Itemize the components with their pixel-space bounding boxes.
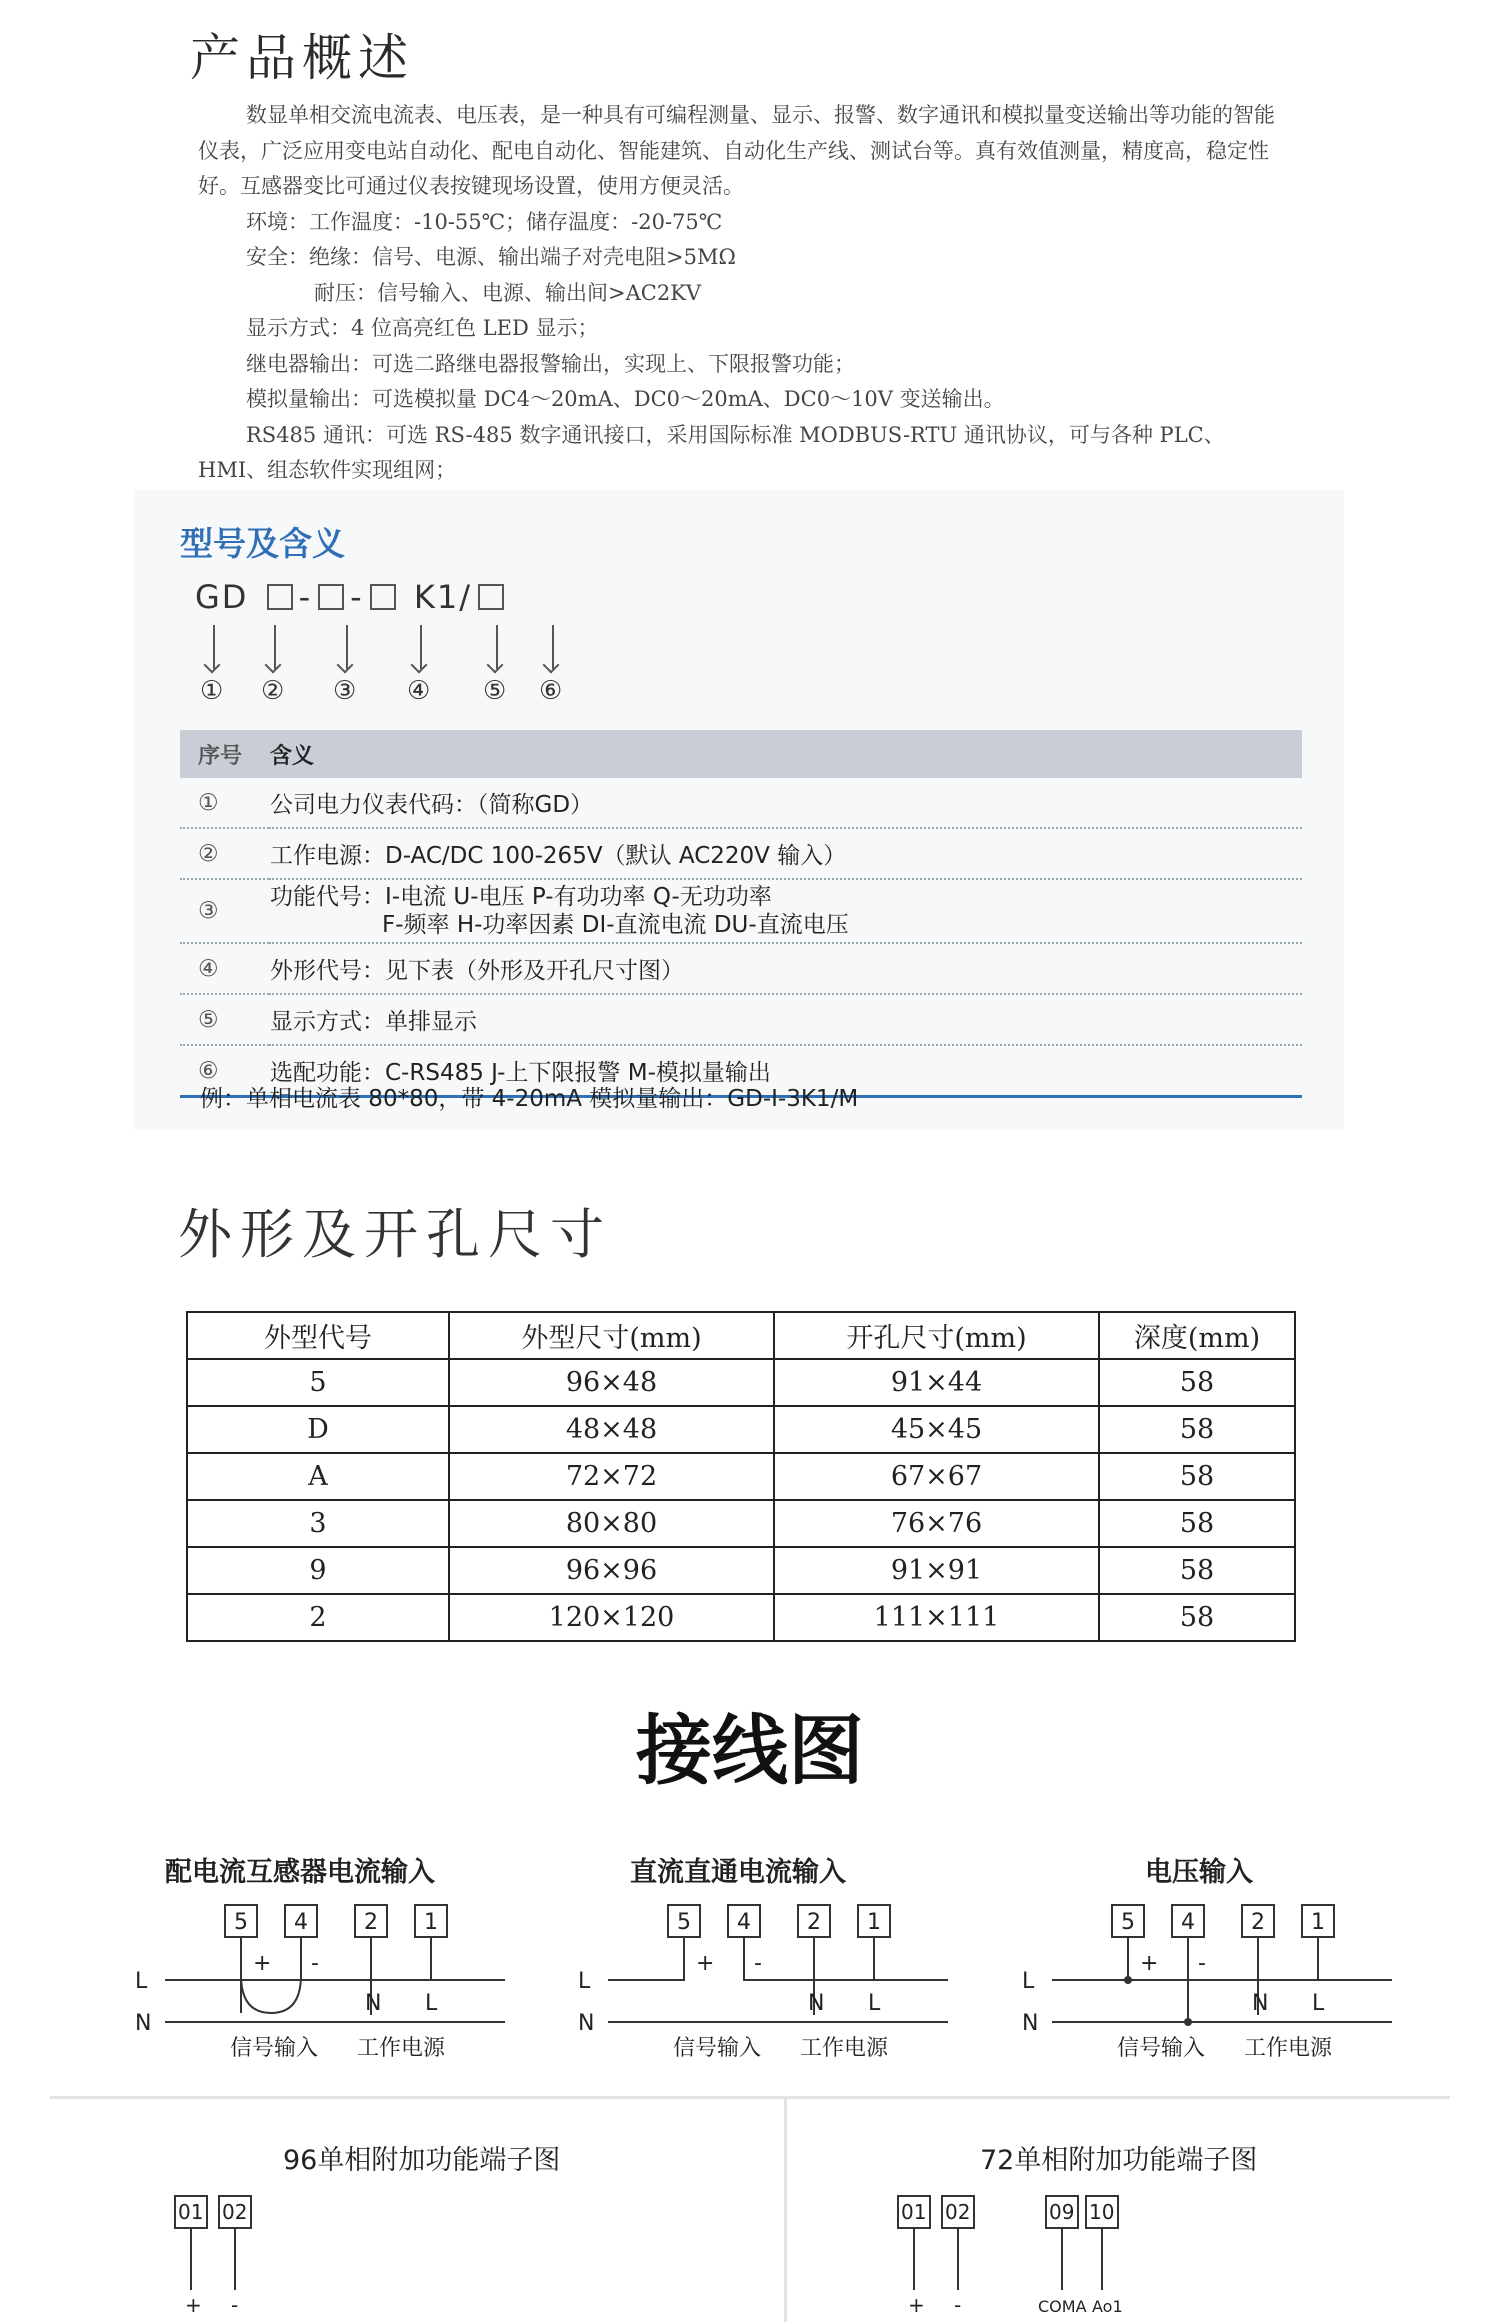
cell: D (187, 1406, 449, 1453)
terminal-sign: + (185, 2293, 202, 2317)
overview-relay: 继电器输出：可选二路继电器报警输出，实现上、下限报警功能； (246, 351, 855, 376)
header-cell: 外型代号 (187, 1312, 449, 1359)
cell: 58 (1099, 1359, 1295, 1406)
line-label-L: L (578, 1969, 591, 1994)
cell: 91×91 (774, 1547, 1099, 1594)
cell: 58 (1099, 1453, 1295, 1500)
cell: 5 (187, 1359, 449, 1406)
header-seq: 序号 (180, 730, 269, 778)
row-index: ④ (180, 943, 269, 994)
code-index: ③ (333, 676, 357, 706)
arrow-down-icon (496, 625, 498, 669)
cell: 80×80 (449, 1500, 774, 1547)
terminal-L: L (1312, 1991, 1325, 2016)
terminal-sign: COMA (1038, 2297, 1087, 2316)
header-meaning: 含义 (269, 730, 1302, 778)
terminal-L: L (868, 1991, 881, 2016)
aux96-title: 96单相附加功能端子图 (283, 2145, 561, 2176)
cell: 96×48 (449, 1359, 774, 1406)
row-text (269, 879, 1302, 943)
terminal-sign: Ao1 (1092, 2297, 1123, 2316)
row-index: ⑥ (180, 1045, 269, 1097)
model-code (195, 578, 510, 616)
terminal-L: L (425, 1991, 438, 2016)
terminal-N: N (365, 1991, 382, 2016)
wiring-diagram-title: 配电流互感器电流输入 (165, 1857, 435, 1888)
overview-title: 产品概述 (190, 29, 414, 87)
cell: 76×76 (774, 1500, 1099, 1547)
header-cell: 外型尺寸(mm) (449, 1312, 774, 1359)
wiring-diagram-title: 电压输入 (1145, 1857, 1253, 1888)
line-label-N: N (135, 2011, 152, 2036)
overview-env: 环境：工作温度：-10-55℃；储存温度：-20-75℃ (246, 209, 723, 234)
row-index: ② (180, 828, 269, 879)
line-label-L: L (1022, 1969, 1035, 1994)
dimensions-table (186, 1311, 1296, 1642)
terminal-label: 01 (901, 2200, 927, 2224)
cell: 58 (1099, 1594, 1295, 1641)
terminal-N: N (808, 1991, 825, 2016)
cell: 111×111 (774, 1594, 1099, 1641)
terminal-label: 02 (222, 2200, 248, 2224)
terminal-label: 10 (1089, 2200, 1115, 2224)
header-cell: 开孔尺寸(mm) (774, 1312, 1099, 1359)
terminal-label: 5 (677, 1910, 691, 1935)
table-row (180, 778, 1302, 828)
cell: 58 (1099, 1406, 1295, 1453)
code-index: ⑥ (539, 676, 563, 706)
arrow-down-icon (346, 625, 348, 669)
row-index: ③ (180, 879, 269, 943)
terminal-sign: - (231, 2293, 239, 2317)
code-box (318, 584, 344, 610)
terminal-label: 4 (737, 1910, 751, 1935)
row-index: ⑤ (180, 994, 269, 1045)
table-row (180, 879, 1302, 943)
aux72-terminal-diagram (888, 2190, 1148, 2320)
terminal-label: 5 (1121, 1910, 1135, 1935)
overview-withstand: 耐压：信号输入、电源、输出间>AC2KV (314, 280, 702, 305)
cell: 9 (187, 1547, 449, 1594)
code-box (478, 584, 504, 610)
cell: 120×120 (449, 1594, 774, 1641)
terminal-label: 2 (807, 1910, 821, 1935)
cell: 3 (187, 1500, 449, 1547)
row-text: 外形代号：见下表（外形及开孔尺寸图） (269, 943, 1302, 994)
terminal-label: 1 (424, 1910, 438, 1935)
table-row (180, 994, 1302, 1045)
signal-input-label: 信号输入 (230, 2036, 319, 2061)
table-row (187, 1547, 1295, 1594)
cell: 48×48 (449, 1406, 774, 1453)
row-text: 公司电力仪表代码：（简称GD） (269, 778, 1302, 828)
terminal-label: 02 (945, 2200, 971, 2224)
cell: 58 (1099, 1547, 1295, 1594)
terminal-label: 1 (867, 1910, 881, 1935)
plus-sign: + (1140, 1951, 1159, 1976)
cell: 58 (1099, 1500, 1295, 1547)
terminal-label: 4 (1181, 1910, 1195, 1935)
overview-display: 显示方式：4 位高亮红色 LED 显示； (246, 316, 599, 340)
cell: 72×72 (449, 1453, 774, 1500)
terminal-label: 2 (364, 1910, 378, 1935)
table-row (187, 1500, 1295, 1547)
cell: 2 (187, 1594, 449, 1641)
cell: 96×96 (449, 1547, 774, 1594)
terminal-label: 4 (294, 1910, 308, 1935)
line-label-N: N (578, 2011, 595, 2036)
table-row (187, 1594, 1295, 1641)
wiring-diagram-title: 直流直通电流输入 (630, 1857, 846, 1888)
plus-sign: + (253, 1951, 272, 1976)
code-dash: - (350, 578, 364, 616)
arrow-down-icon (420, 625, 422, 669)
line-label-L: L (135, 1969, 148, 1994)
row-text: 显示方式：单排显示 (269, 994, 1302, 1045)
overview-text (198, 98, 1283, 489)
table-row (187, 1453, 1295, 1500)
minus-sign: - (1198, 1951, 1206, 1976)
table-row (187, 1359, 1295, 1406)
dimensions-title: 外形及开孔尺寸 (178, 1203, 612, 1266)
dc-current-wiring-diagram (568, 1895, 968, 2065)
section-divider (784, 2096, 787, 2322)
code-index: ① (200, 676, 224, 706)
wiring-title: 接线图 (636, 1706, 864, 1795)
power-label: 工作电源 (800, 2036, 889, 2061)
cell: 91×44 (774, 1359, 1099, 1406)
ct-current-wiring-diagram (125, 1895, 525, 2065)
row-text: 工作电源：D-AC/DC 100-265V（默认 AC220V 输入） (269, 828, 1302, 879)
cell: A (187, 1453, 449, 1500)
section-divider (50, 2096, 1450, 2099)
table-row (180, 828, 1302, 879)
overview-analog: 模拟量输出：可选模拟量 DC4～20mA、DC0～20mA、DC0～10V 变送输出。 (246, 387, 1005, 411)
voltage-wiring-diagram (1012, 1895, 1412, 2065)
terminal-label: 01 (178, 2200, 204, 2224)
model-table (180, 730, 1302, 1098)
model-suffix: K1/ (413, 578, 472, 616)
arrow-down-icon (274, 625, 276, 669)
code-index: ⑤ (483, 676, 507, 706)
code-index: ④ (407, 676, 431, 706)
dimensions-header (187, 1312, 1295, 1359)
code-dash: - (298, 578, 313, 616)
code-index: ② (261, 676, 285, 706)
plus-sign: + (696, 1951, 715, 1976)
code-box (370, 584, 396, 610)
row-index: ① (180, 778, 269, 828)
table-row (187, 1406, 1295, 1453)
aux96-terminal-diagram (165, 2190, 285, 2320)
overview-rs485: RS485 通讯：可选 RS-485 数字通讯接口，采用国际标准 MODBUS-RTU 通讯协议，可与各种 PLC、HMI、组态软件实现组网； (198, 422, 1225, 482)
model-table-header (180, 730, 1302, 778)
terminal-sign: + (908, 2293, 925, 2317)
terminal-label: 1 (1311, 1910, 1325, 1935)
row-text-line1: 功能代号：I-电流 U-电压 P-有功功率 Q-无功功率 (270, 884, 772, 910)
signal-input-label: 信号输入 (1117, 2036, 1206, 2061)
cell: 67×67 (774, 1453, 1099, 1500)
arrow-down-icon (552, 625, 554, 669)
minus-sign: - (311, 1951, 319, 1976)
line-label-N: N (1022, 2011, 1039, 2036)
overview-paragraph: 数显单相交流电流表、电压表，是一种具有可编程测量、显示、报警、数字通讯和模拟量变送输出等功能的智能仪表，广泛应用变电站自动化、配电自动化、智能建筑、自动化生产线、测试台等。真有效值测量，精度高，稳定性好。互感器变比可通过仪表按键现场设置，使用方便灵活。 (198, 103, 1275, 198)
cell: 45×45 (774, 1406, 1099, 1453)
terminal-sign: - (954, 2293, 962, 2317)
row-text-line2: F-频率 H-功率因素 DI-直流电流 DU-直流电压 (382, 912, 849, 938)
model-example: 例：单相电流表 80*80，带 4-20mA 模拟量输出：GD-I-3K1/M (200, 1086, 859, 1112)
header-cell: 深度(mm) (1099, 1312, 1295, 1359)
terminal-label: 5 (234, 1910, 248, 1935)
terminal-label: 09 (1049, 2200, 1075, 2224)
model-title: 型号及含义 (180, 524, 345, 563)
terminal-label: 2 (1251, 1910, 1265, 1935)
signal-input-label: 信号输入 (673, 2036, 762, 2061)
model-prefix: GD (195, 578, 249, 616)
minus-sign: - (754, 1951, 762, 1976)
aux72-title: 72单相附加功能端子图 (980, 2145, 1258, 2176)
table-row (180, 943, 1302, 994)
overview-safety: 安全：绝缘：信号、电源、输出端子对壳电阻>5MΩ (246, 245, 736, 269)
row-text: 选配功能：C-RS485 J-上下限报警 M-模拟量输出 (269, 1045, 1302, 1097)
terminal-N: N (1252, 1991, 1269, 2016)
code-box (267, 584, 293, 610)
arrow-down-icon (213, 625, 215, 669)
power-label: 工作电源 (1244, 2036, 1333, 2061)
power-label: 工作电源 (357, 2036, 446, 2061)
